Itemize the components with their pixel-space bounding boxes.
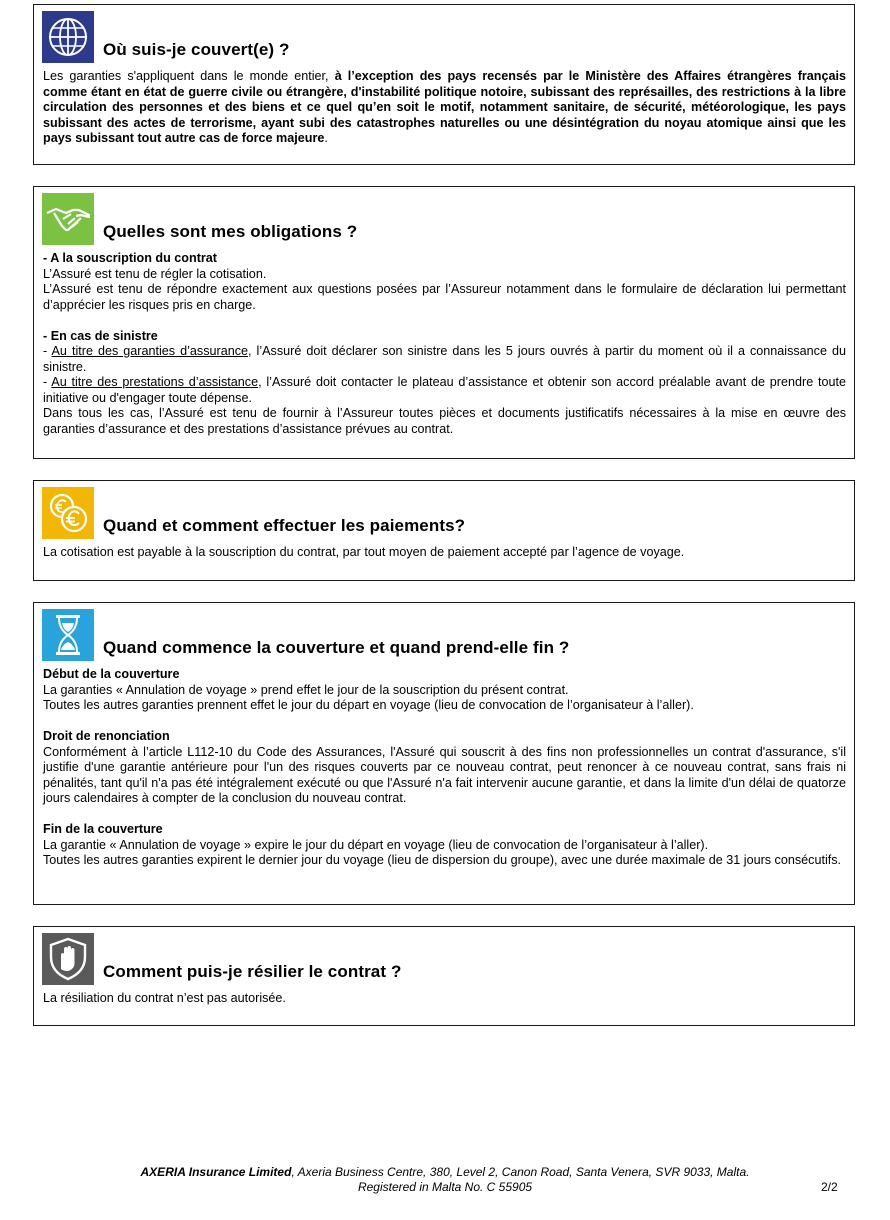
paragraph: L’Assuré est tenu de régler la cotisation.	[43, 266, 267, 281]
globe-icon	[42, 11, 94, 63]
section-title: Comment puis-je résilier le contrat ?	[103, 962, 402, 981]
section-body	[43, 69, 846, 147]
paragraph: La garantie « Annulation de voyage » expire le jour du départ en voyage (lieu de convocation de l’organisateur à l’aller).	[43, 837, 709, 852]
section-coverage-period	[33, 602, 855, 905]
company-name: AXERIA Insurance Limited	[140, 1165, 292, 1179]
paragraph: La cotisation est payable à la souscription du contrat, par tout moyen de paiement accepté par l’agence de voyage.	[43, 545, 685, 559]
subheading: - En cas de sinistre	[43, 328, 158, 343]
euro-coins-icon	[42, 487, 94, 539]
paragraph: La garanties « Annulation de voyage » prend effet le jour de la souscription du présent contrat.	[43, 682, 569, 697]
page-number: 2/2	[821, 1180, 838, 1194]
section-termination	[33, 926, 855, 1026]
paragraph: - Au titre des garanties d’assurance, l’Assuré doit déclarer son sinistre dans les 5 jours ouvrés à partir du moment où il a connaissance du sinistre.	[43, 344, 847, 374]
subheading: Début de la couverture	[43, 667, 180, 681]
paragraph: - Au titre des prestations d’assistance, l’Assuré doit contacter le plateau d’assistance et obtenir son accord préalable avant de prendre toute initiative ou d'engager toute dépense.	[43, 375, 847, 405]
section-body	[43, 667, 846, 869]
section-title: Quand commence la couverture et quand prend-elle fin ?	[103, 638, 570, 657]
section-body	[43, 545, 846, 561]
handshake-icon	[42, 193, 94, 245]
section-body	[43, 251, 846, 437]
section-where-covered	[33, 4, 855, 165]
paragraph: Conformément à l’article L112-10 du Code des Assurances, l'Assuré qui souscrit à des fins non professionnelles un contrat d'assurance, s'il justifie d'une garantie antérieure pour l'un des risques couverts par ce nouveau contrat, peut renoncer à ce nouveau contrat, sans frais ni pénalités, tant qu'il n'a pas été intégralement exécuté ou que l'Assuré n'a fait intervenir aucune garantie, et dans la limite d'un délai de quatorze jours calendaires à compter de la conclusion du nouveau contrat.	[43, 744, 846, 805]
hourglass-icon	[42, 609, 94, 661]
underlined-term: Au titre des garanties d’assurance	[51, 344, 249, 358]
section-payments	[33, 480, 855, 581]
section-body	[43, 991, 846, 1007]
section-title: Quand et comment effectuer les paiements?	[103, 516, 466, 535]
subheading: Fin de la couverture	[43, 822, 163, 836]
paragraph: La résiliation du contrat n’est pas autorisée.	[43, 991, 286, 1005]
shield-hand-icon	[42, 933, 94, 985]
footer-registration: Registered in Malta No. C 55905	[357, 1180, 533, 1194]
subheading: Droit de renonciation	[43, 729, 170, 743]
paragraph: Toutes les autres garanties prennent effet le jour du départ en voyage (lieu de convocation de l’organisateur à l’aller).	[43, 698, 694, 712]
section-title: Quelles sont mes obligations ?	[103, 222, 358, 241]
paragraph: L’Assuré est tenu de répondre exactement aux questions posées par l’Assureur notamment dans le formulaire de déclaration lui permettant d’apprécier les risques pris en charge.	[43, 282, 846, 312]
where-paragraph: Les garanties s'appliquent dans le monde entier, à l’exception des pays recensés par le Ministère des Affaires étrangères français comme étant en état de guerre civile ou étrangère, d'instabilité politique notoire, subissant des représailles, des restrictions à la libre circulation des personnes et des biens et ce quel qu’en soit le motif, notamment sanitaire, de sécurité, météorologique, les pays subissant des actes de terrorisme, ayant subi des catastrophes naturelles ou une désintégration du noyau atomique ainsi que les pays subissant tout autre cas de force majeure.	[43, 69, 846, 145]
subheading: - A la souscription du contrat	[43, 251, 217, 265]
footer	[0, 1165, 890, 1195]
underlined-term: Au titre des prestations d’assistance	[51, 375, 259, 389]
paragraph: Toutes les autres garanties expirent le dernier jour du voyage (lieu de dispersion du groupe), avec une durée maximale de 31 jours consécutifs.	[43, 853, 842, 867]
section-obligations	[33, 186, 855, 459]
footer-address-line: AXERIA Insurance Limited, Axeria Business Centre, 380, Level 2, Canon Road, Santa Venera, SVR 9033, Malta.	[140, 1165, 750, 1179]
paragraph: Dans tous les cas, l’Assuré est tenu de fournir à l’Assureur toutes pièces et documents justificatifs nécessaires à la mise en œuvre des garanties d’assurance et des prestations d’assistance prévues au contrat.	[43, 406, 846, 436]
section-title: Où suis-je couvert(e) ?	[103, 40, 290, 59]
